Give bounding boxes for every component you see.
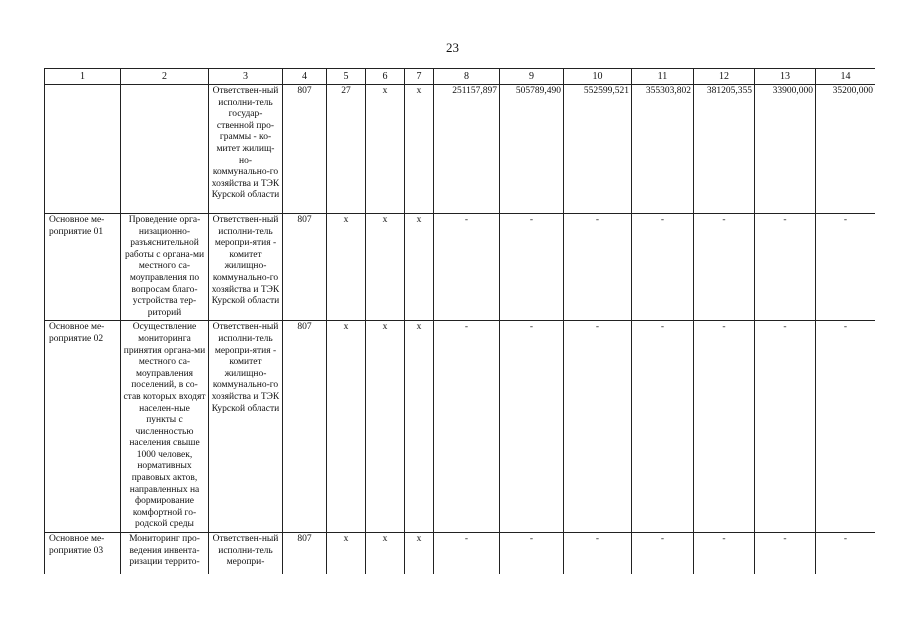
responsible-cell: Ответствен-ный исполни-тель меропри- <box>209 533 283 574</box>
value-cell: - <box>500 533 564 574</box>
header-cell: 2 <box>121 69 209 85</box>
header-cell: 6 <box>366 69 405 85</box>
value-cell: - <box>755 533 816 574</box>
cs-cell: х <box>366 214 405 321</box>
value-cell: 35200,000 <box>816 85 876 214</box>
header-cell: 7 <box>405 69 434 85</box>
value-cell: - <box>564 214 632 321</box>
value-cell: - <box>564 533 632 574</box>
value-cell: - <box>816 533 876 574</box>
value-cell: - <box>816 214 876 321</box>
value-cell: - <box>755 321 816 533</box>
event-description-cell: Проведение орга-низационно-разъяснительной работы с органа-ми местного са-моуправления по вопросам благо-устройства тер-риторий <box>121 214 209 321</box>
value-cell: 505789,490 <box>500 85 564 214</box>
cs-cell: х <box>366 321 405 533</box>
grbs-cell: 807 <box>283 321 327 533</box>
value-cell: - <box>632 533 694 574</box>
header-cell: 10 <box>564 69 632 85</box>
cs-cell: х <box>366 533 405 574</box>
vr-cell: х <box>405 321 434 533</box>
value-cell: - <box>500 214 564 321</box>
table-row <box>45 214 876 321</box>
value-cell: - <box>632 321 694 533</box>
event-name-cell: Основное ме-роприятие 02 <box>45 321 121 533</box>
event-description-cell: Осуществление мониторинга принятия органа-ми местного са-моуправления поселений, в со-став которых входят населен-ные пункты с численностью населения свыше 1000 человек, нормативных правовых актов, направленных на формирование комфортной го-родской среды <box>121 321 209 533</box>
value-cell: - <box>564 321 632 533</box>
value-cell: - <box>434 321 500 533</box>
responsible-cell: Ответствен-ный исполни-тель меропри-ятия - комитет жилищно-коммунально-го хозяйства и ТЭК Курской области <box>209 321 283 533</box>
event-name-cell <box>45 85 121 214</box>
rz-cell: 27 <box>327 85 366 214</box>
value-cell: - <box>694 321 755 533</box>
value-cell: 552599,521 <box>564 85 632 214</box>
vr-cell: х <box>405 533 434 574</box>
header-cell: 1 <box>45 69 121 85</box>
event-description-cell <box>121 85 209 214</box>
event-description-cell: Мониторинг про-ведения инвента-ризации террито- <box>121 533 209 574</box>
header-cell: 8 <box>434 69 500 85</box>
grbs-cell: 807 <box>283 533 327 574</box>
value-cell: - <box>694 214 755 321</box>
value-cell: - <box>755 214 816 321</box>
budget-table <box>44 68 875 574</box>
value-cell: 251157,897 <box>434 85 500 214</box>
header-cell: 11 <box>632 69 694 85</box>
grbs-cell: 807 <box>283 85 327 214</box>
value-cell: 33900,000 <box>755 85 816 214</box>
cs-cell: х <box>366 85 405 214</box>
rz-cell: х <box>327 321 366 533</box>
page-number: 23 <box>446 40 459 55</box>
value-cell: - <box>632 214 694 321</box>
rz-cell: х <box>327 533 366 574</box>
budget-table-container <box>44 68 875 574</box>
vr-cell: х <box>405 214 434 321</box>
table-row <box>45 321 876 533</box>
header-cell: 4 <box>283 69 327 85</box>
rz-cell: х <box>327 214 366 321</box>
responsible-cell: Ответствен-ный исполни-тель государ-ственной про-граммы - ко-митет жилищ-но-коммунально-го хозяйства и ТЭК Курской области <box>209 85 283 214</box>
event-name-cell: Основное ме-роприятие 03 <box>45 533 121 574</box>
value-cell: 381205,355 <box>694 85 755 214</box>
grbs-cell: 807 <box>283 214 327 321</box>
header-cell: 3 <box>209 69 283 85</box>
header-row <box>45 69 876 85</box>
header-cell: 12 <box>694 69 755 85</box>
table-row <box>45 533 876 574</box>
value-cell: 355303,802 <box>632 85 694 214</box>
header-cell: 13 <box>755 69 816 85</box>
header-cell: 14 <box>816 69 876 85</box>
value-cell: - <box>500 321 564 533</box>
header-cell: 5 <box>327 69 366 85</box>
event-name-cell: Основное ме-роприятие 01 <box>45 214 121 321</box>
value-cell: - <box>434 533 500 574</box>
value-cell: - <box>816 321 876 533</box>
responsible-cell: Ответствен-ный исполни-тель меропри-ятия - комитет жилищно-коммунально-го хозяйства и ТЭК Курской области <box>209 214 283 321</box>
header-cell: 9 <box>500 69 564 85</box>
value-cell: - <box>434 214 500 321</box>
table-row <box>45 85 876 214</box>
value-cell: - <box>694 533 755 574</box>
vr-cell: х <box>405 85 434 214</box>
